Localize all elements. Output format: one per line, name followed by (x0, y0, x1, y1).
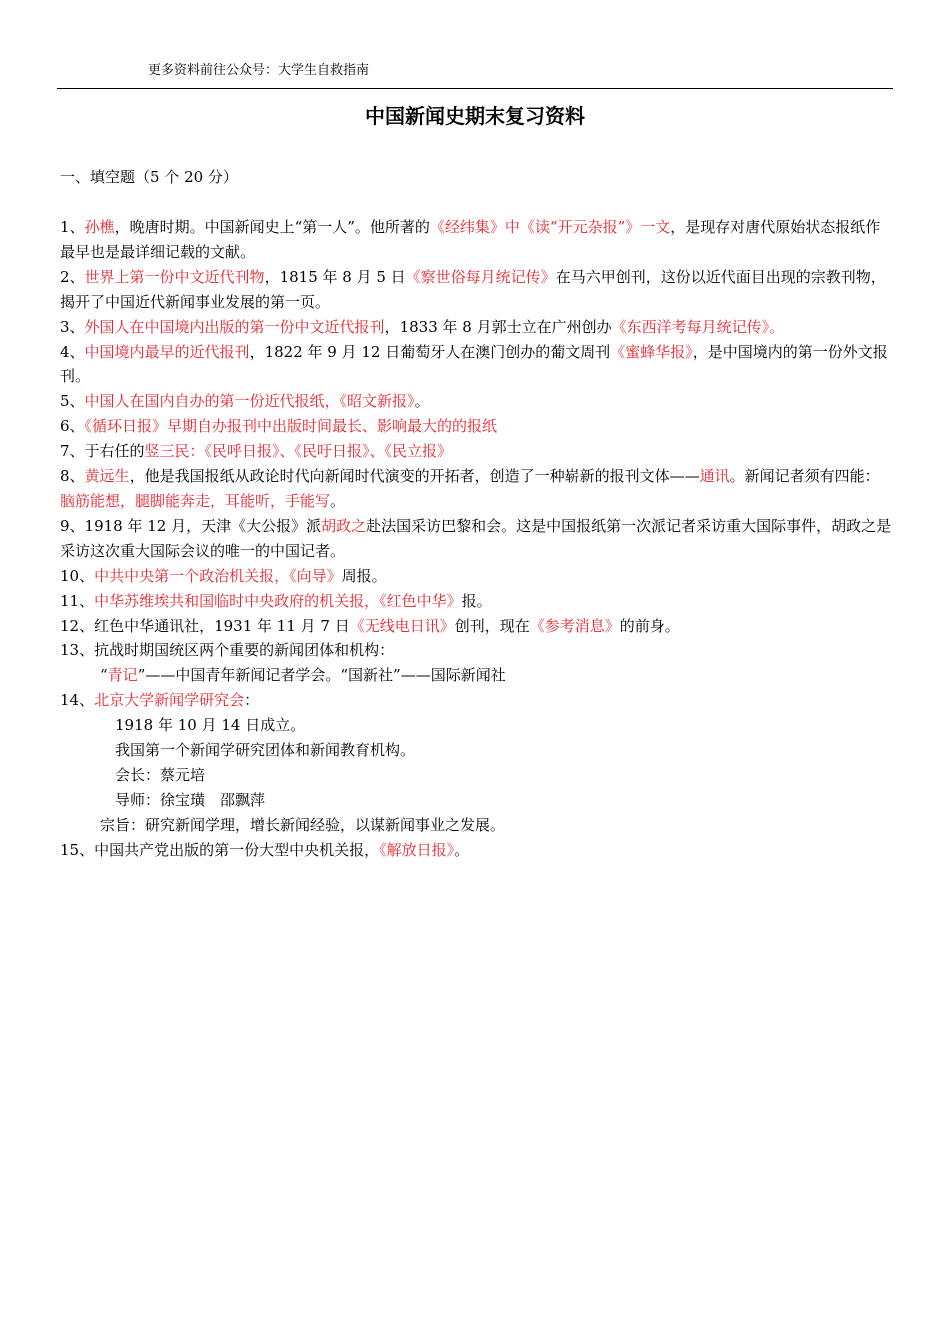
item-text: 12、红色中华通讯社，1931 年 11 月 7 日 (60, 616, 350, 635)
item-text: 我国第一个新闻学研究团体和新闻教育机构。 (115, 741, 416, 760)
highlighted-text: 脑筋能想，腿脚能奔走，耳能听，手能写 (60, 491, 331, 510)
list-item (60, 614, 894, 639)
list-item-detail (60, 713, 894, 738)
item-text: ”——中国青年新闻记者学会。“国新社”——国际新闻社 (137, 666, 506, 685)
highlighted-text: 青记 (107, 666, 138, 685)
item-text: 14、 (60, 691, 95, 710)
highlighted-text: 《循环日报》早期自办报刊中出版时间最长、影响最大的的报纸 (84, 417, 498, 436)
list-item (60, 838, 894, 863)
highlighted-text: 中华苏维埃共和国临时中央政府的机关报，《红色中华》 (94, 591, 462, 610)
highlighted-text: 中国人在国内自办的第一份近代报纸，《昭文新报》 (84, 392, 415, 411)
highlighted-text: 《解放日报》 (379, 840, 455, 859)
item-text: 9、1918 年 12 月，天津《大公报》派 (60, 516, 322, 535)
item-text: 6、 (60, 417, 85, 436)
highlighted-text: 胡政之 (321, 516, 367, 535)
highlighted-text: 《蜜蜂华报》 (610, 342, 693, 361)
highlighted-text: 世界上第一份中文近代刊物 (84, 267, 265, 286)
item-text: 周报。 (341, 566, 387, 585)
item-text: 8、 (60, 467, 85, 486)
list-item (60, 389, 894, 414)
list-item (60, 414, 894, 439)
highlighted-text: 《无线电日讯》 (349, 616, 455, 635)
list-item (60, 589, 894, 614)
list-item (60, 464, 894, 514)
item-text: 宗旨：研究新闻学理，增长新闻经验，以谋新闻事业之发展。 (100, 815, 506, 834)
list-item (60, 439, 894, 464)
list-item-detail (60, 738, 894, 763)
item-text: 会长：蔡元培 (115, 765, 206, 784)
item-text: 15、中国共产党出版的第一份大型中央机关报， (60, 840, 380, 859)
list-item (60, 564, 894, 589)
item-text: 7、于右任的 (60, 442, 145, 461)
list-item (60, 340, 894, 390)
item-text: 。新闻记者须有四能： (729, 467, 880, 486)
item-text: ，1833 年 8 月郭士立在广州创办 (384, 317, 612, 336)
item-text: 。 (414, 392, 430, 411)
highlighted-text: 北京大学新闻学研究会 (94, 691, 245, 710)
list-item-detail (60, 813, 894, 838)
item-text: ，他是我国报纸从政论时代向新闻时代演变的开拓者，创造了一种崭新的报刊文体—— (129, 467, 700, 486)
list-item (60, 688, 894, 713)
highlighted-text: 孙樵 (84, 218, 115, 236)
item-text: 11、 (60, 591, 95, 610)
list-item-detail (60, 763, 894, 788)
header-divider (57, 88, 893, 89)
item-text: ，1815 年 8 月 5 日 (264, 267, 406, 286)
item-text: “ (100, 666, 108, 685)
list-item-detail (60, 788, 894, 813)
item-text: 。 (330, 491, 346, 510)
highlighted-text: 黄远生 (84, 467, 130, 486)
list-item (60, 638, 894, 663)
item-text: 。 (454, 840, 470, 859)
item-text: 创刊，现在 (454, 616, 530, 635)
list-item (60, 265, 894, 315)
item-text: 在马六甲创刊，这份以近代面目出现的宗教刊物，揭开了中国近代新闻事业发展的第一页。 (60, 267, 886, 311)
item-text: 1918 年 10 月 14 日成立。 (115, 716, 306, 735)
highlighted-text: 中共中央第一个政治机关报，《向导》 (94, 566, 342, 585)
item-text: ，是现存对唐代原始状态报纸作最早也是最详细记载的文献。 (60, 218, 881, 261)
list-item (60, 215, 894, 265)
list-item (60, 514, 894, 564)
item-text: ，晚唐时期。中国新闻史上“第一人”。他所著的 (114, 218, 430, 236)
item-text: 10、 (60, 566, 95, 585)
question-list (60, 215, 894, 863)
highlighted-text: 竖三民：《民呼日报》、《民吁日报》、《民立报》 (144, 442, 453, 461)
item-text: 2、 (60, 267, 85, 286)
item-text: 报。 (461, 591, 492, 610)
highlighted-text: 《参考消息》 (529, 616, 620, 635)
highlighted-text: 外国人在中国境内出版的第一份中文近代报刊 (84, 317, 385, 336)
page-title: 中国新闻史期末复习资料 (365, 104, 585, 128)
section-heading: 一、填空题（5 个 20 分） (60, 168, 238, 186)
item-text: 3、 (60, 317, 85, 336)
item-text: ，是中国境内的第一份外文报刊。 (60, 342, 888, 386)
item-text: 1、 (60, 218, 85, 236)
header-note: 更多资料前往公众号：大学生自救指南 (148, 63, 370, 78)
highlighted-text: 《经纬集》中《读“开元杂报”》一文 (429, 218, 671, 236)
list-item (60, 315, 894, 340)
item-text: 4、 (60, 342, 85, 361)
highlighted-text: 中国境内最早的近代报刊 (84, 342, 250, 361)
item-text: 的前身。 (619, 616, 680, 635)
item-text: 赴法国采访巴黎和会。这是中国报纸第一次派记者采访重大国际事件，胡政之是采访这次重大国际会议的唯一的中国记者。 (60, 516, 892, 560)
item-text: ： (244, 691, 260, 710)
highlighted-text: 通讯 (699, 467, 730, 486)
highlighted-text: 《东西洋考每月统记传》。 (611, 317, 785, 336)
item-text: 13、抗战时期国统区两个重要的新闻团体和机构： (60, 641, 395, 660)
list-item-detail (60, 663, 894, 688)
item-text: 导师：徐宝璜 邵飘萍 (115, 790, 266, 809)
item-text: ，1822 年 9 月 12 日葡萄牙人在澳门创办的葡文周刊 (249, 342, 611, 361)
item-text: 5、 (60, 392, 85, 411)
highlighted-text: 《察世俗每月统记传》 (405, 267, 556, 286)
